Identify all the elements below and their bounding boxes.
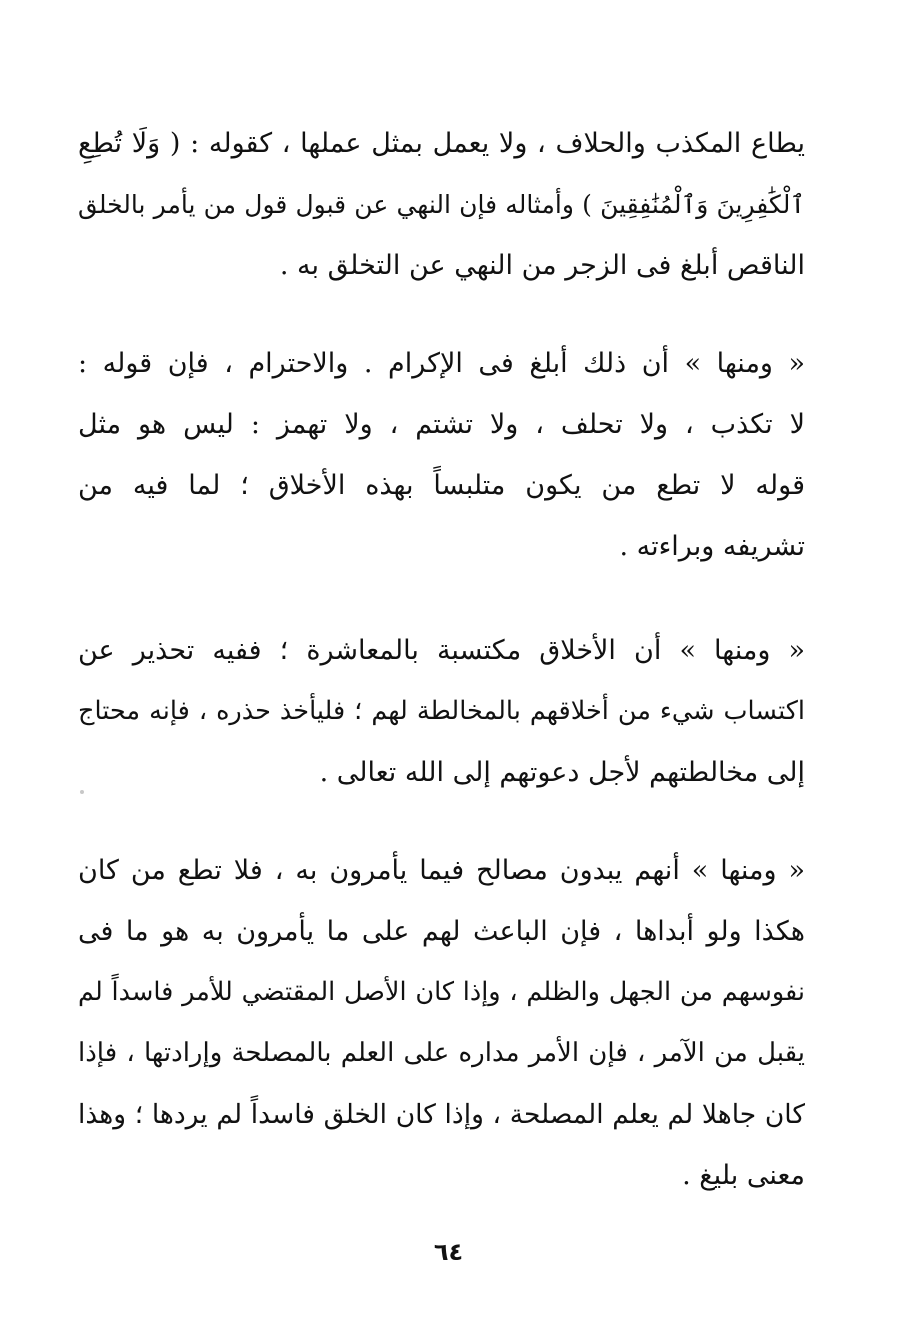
- text-line: ٱلْكَٰفِرِينَ وَٱلْمُنَٰفِقِينَ ) وأمثاله فإن النهي عن قبول قول من يأمر بالخلق: [78, 190, 805, 219]
- paragraph-3: [78, 620, 805, 803]
- text-line: يطاع المكذب والحلاف ، ولا يعمل بمثل عملها ، كقوله : ( وَلَا تُطِعِ: [78, 128, 805, 159]
- text-line: الناقص أبلغ فى الزجر من النهي عن التخلق به .: [279, 250, 805, 281]
- text-line: نفوسهم من الجهل والظلم ، وإذا كان الأصل المقتضي للأمر فاسداً لم: [78, 977, 805, 1007]
- text-line: لا تكذب ، ولا تحلف ، ولا تشتم ، ولا تهمز : ليس هو مثل: [78, 409, 805, 440]
- text-line: إلى مخالطتهم لأجل دعوتهم إلى الله تعالى .: [319, 757, 805, 788]
- text-line: « ومنها » أن ذلك أبلغ فى الإكرام . والاحترام ، فإن قوله :: [78, 348, 805, 379]
- paragraph-2: [78, 333, 805, 577]
- text-line: معنى بليغ .: [682, 1160, 805, 1191]
- text-line: هكذا ولو أبداها ، فإن الباعث لهم على ما يأمرون به هو ما فى: [78, 916, 805, 947]
- scan-speck: [80, 790, 84, 794]
- text-line: تشريفه وبراءته .: [619, 531, 805, 562]
- text-line: قوله لا تطع من يكون متلبساً بهذه الأخلاق ؛ لما فيه من: [78, 470, 805, 501]
- text-line: كان جاهلا لم يعلم المصلحة ، وإذا كان الخلق فاسداً لم يردها ؛ وهذا: [78, 1099, 805, 1130]
- text-line: « ومنها » أن الأخلاق مكتسبة بالمعاشرة ؛ ففيه تحذير عن: [78, 635, 805, 666]
- paragraph-4: [78, 840, 805, 1206]
- page-number: ٦٤: [433, 1238, 464, 1266]
- text-line: اكتساب شيء من أخلاقهم بالمخالطة لهم ؛ فليأخذ حذره ، فإنه محتاج: [78, 696, 805, 726]
- paragraph-1: [78, 113, 805, 296]
- text-line: « ومنها » أنهم يبدون مصالح فيما يأمرون به ، فلا تطع من كان: [78, 855, 805, 886]
- text-line: يقبل من الآمر ، فإن الأمر مداره على العلم بالمصلحة وإرادتها ، فإذا: [78, 1038, 805, 1068]
